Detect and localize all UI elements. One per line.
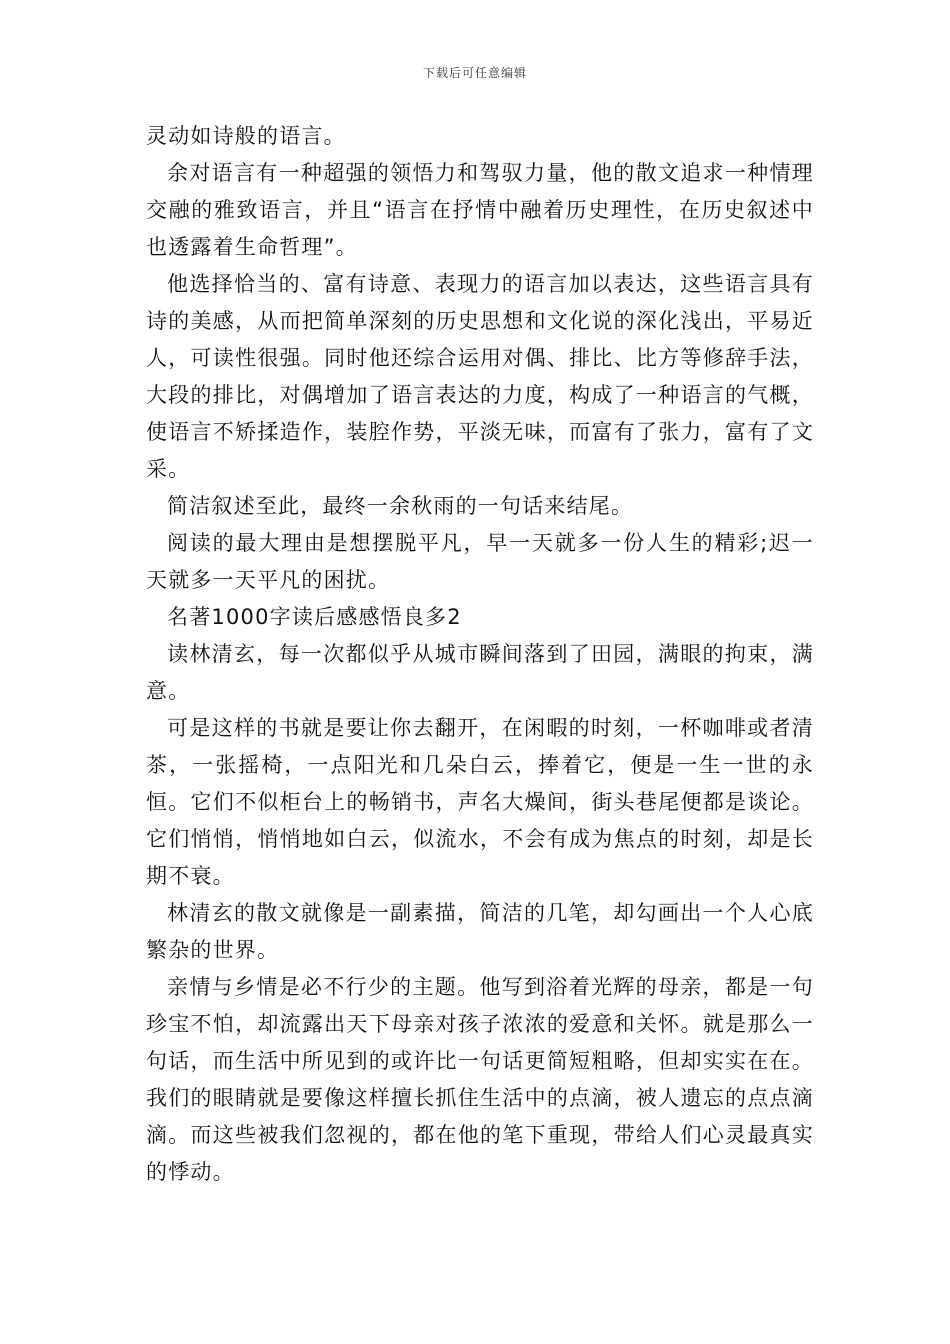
page-header: 下载后可任意编辑 bbox=[422, 66, 527, 80]
paragraph: 林清玄的散文就像是一副素描，简洁的几笔，却勾画出一个人心底繁杂的世界。 bbox=[146, 901, 814, 962]
section-heading: 名著1000字读后感感悟良多2 bbox=[167, 605, 462, 629]
paragraph: 余对语言有一种超强的领悟力和驾驭力量，他的散文追求一种情理交融的雅致语言，并且“语言在抒情中融着历史理性，在历史叙述中也透露着生命哲理”。 bbox=[146, 161, 814, 259]
paragraph: 可是这样的书就是要让你去翻开，在闲暇的时刻，一杯咖啡或者清茶，一张摇椅，一点阳光和几朵白云，捧着它，便是一生一世的永恒。它们不似柜台上的畅销书，声名大燥间，街头巷尾便都是谈论。它们悄悄，悄悄地如白云，似流水，不会有成为焦点的时刻，却是长期不衰。 bbox=[146, 716, 814, 888]
paragraph: 读林清玄，每一次都似乎从城市瞬间落到了田园，满眼的拘束，满意。 bbox=[146, 642, 814, 703]
document-body bbox=[146, 118, 814, 1191]
paragraph: 亲情与乡情是必不行少的主题。他写到浴着光辉的母亲，都是一句珍宝不怕，却流露出天下母亲对孩子浓浓的爱意和关怀。就是那么一句话，而生活中所见到的或许比一句话更简短粗略，但却实实在在。我们的眼睛就是要像这样擅长抓住生活中的点滴，被人遗忘的点点滴滴。而这些被我们忽视的，都在他的笔下重现，带给人们心灵最真实的悸动。 bbox=[146, 975, 814, 1184]
paragraph: 阅读的最大理由是想摆脱平凡，早一天就多一份人生的精彩;迟一天就多一天平凡的困扰。 bbox=[146, 531, 814, 592]
paragraph: 他选择恰当的、富有诗意、表现力的语言加以表达，这些语言具有诗的美感，从而把简单深刻的历史思想和文化说的深化浅出，平易近人，可读性很强。同时他还综合运用对偶、排比、比方等修辞手法，大段的排比，对偶增加了语言表达的力度，构成了一种语言的气概，使语言不矫揉造作，装腔作势，平淡无味，而富有了张力，富有了文采。 bbox=[146, 272, 814, 481]
paragraph: 灵动如诗般的语言。 bbox=[146, 124, 346, 148]
paragraph: 简洁叙述至此，最终一余秋雨的一句话来结尾。 bbox=[167, 494, 634, 518]
